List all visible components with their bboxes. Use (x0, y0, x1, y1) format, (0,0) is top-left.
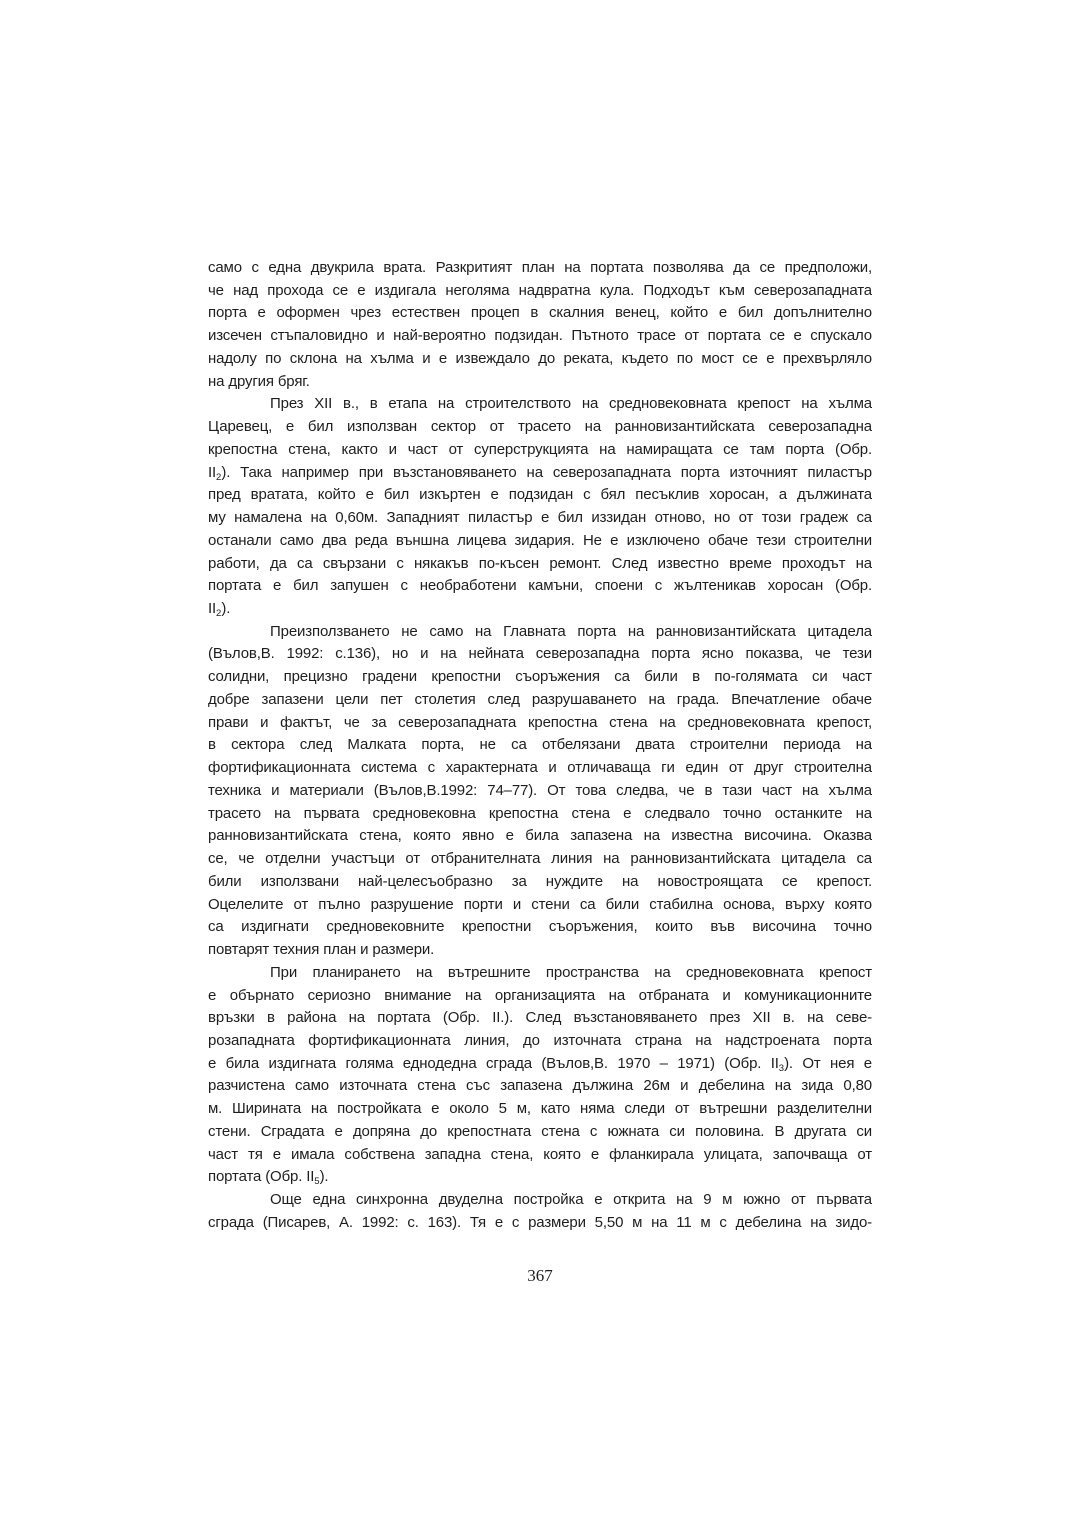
text-line: фортификационната система с характерната и отличаваща ги един от друг строителна (208, 759, 872, 777)
text-segment: II (208, 600, 217, 618)
text-line: изсечен стъпаловидно и най-вероятно подзидан. Пътното трасе от портата се е спускало (208, 327, 872, 345)
text-line: били използвани най-целесъобразно за нуждите на новостроящата се крепост. (208, 872, 872, 890)
body-text (208, 257, 872, 1235)
text-line: на другия бряг. (208, 372, 310, 390)
text-segment: ). Така например при възстановяването на северозападната порта източният пиластър (221, 463, 872, 481)
text-line: ранновизантийската стена, която явно е била запазена на известна височина. Оказва (208, 827, 872, 845)
paragraph (208, 1189, 872, 1234)
text-line: част тя е имала собствена западна стена, която е фланкирала улицата, започваща от (208, 1145, 872, 1163)
text-line: Оцелелите от пълно разрушение порти и стени са били стабилна основа, върху която (208, 895, 872, 913)
text-segment: ). (319, 1168, 329, 1186)
text-line: Преизползването не само на Главната порта на ранновизантийската цитадела (270, 622, 872, 640)
text-line: само с една двукрила врата. Разкритият план на портата позволява да се предположи, (208, 259, 872, 276)
text-line: се, че отделни участъци от отбранителната линия на ранновизантийската цитадела са (208, 850, 872, 868)
figure-subscript: 2 (216, 471, 222, 483)
text-line: надолу по склона на хълма и е извеждало до реката, където по мост се е прехвърляло (208, 349, 872, 367)
text-line: са издигнати средновековните крепостни съоръжения, които във височина точно (208, 918, 872, 936)
text-line (208, 1166, 872, 1189)
text-line: крепостна стена, както и част от суперструкцията на намиращата се там порта (Обр. (208, 440, 872, 458)
text-line: му намалена на 0,60м. Западният пиластър е бил иззидан отново, но от този градеж са (208, 509, 872, 527)
text-segment: е била издигната голяма еднодедна сграда (Вълов,В. 1970 – 1971) (Обр. II (208, 1054, 779, 1072)
figure-subscript: 3 (778, 1062, 785, 1074)
text-line: портата е бил запушен с необработени камъни, споени с жълтеникав хоросан (Обр. (208, 577, 872, 595)
paragraph (208, 257, 872, 393)
text-line: розападната фортификационната линия, до източната страна на надстроената порта (208, 1031, 872, 1049)
figure-subscript: 5 (314, 1176, 320, 1188)
text-segment: II (208, 463, 217, 481)
text-line: При планирането на вътрешните пространства на средновековната крепост (270, 963, 872, 981)
text-segment: ). От нея е (784, 1054, 872, 1072)
text-line: техника и материали (Вълов,В.1992: 74–77). От това следва, че в тази част на хълма (208, 781, 872, 799)
text-line: останали само два реда външна лицева зидария. Не е изключено обаче тези строителни (208, 531, 872, 549)
text-line: връзки в района на портата (Обр. II.). След възстановяването през XII в. на севе- (208, 1009, 872, 1027)
text-line: (Вълов,В. 1992: с.136), но и на нейната северозападна порта ясно показва, че тези (208, 645, 872, 663)
text-segment: ). (221, 600, 231, 618)
text-line (208, 1053, 872, 1076)
text-line: разчистена само източната стена със запазена дължина 26м и дебелина на зида 0,80 (208, 1077, 872, 1095)
text-line: пред вратата, който е бил изкъртен е подзидан с бял песъклив хоросан, а дължината (208, 486, 872, 504)
text-line: е обърнато сериозно внимание на организацията на отбраната и комуникационните (208, 986, 872, 1004)
text-line (208, 462, 872, 485)
paragraph (208, 393, 872, 620)
text-segment: портата (Обр. II (208, 1168, 315, 1186)
paragraph (208, 962, 872, 1189)
text-line: в сектора след Малката порта, не са отбелязани двата строителни периода на (208, 736, 872, 754)
text-line: трасето на първата средновековна крепостна стена е следвало точно останките на (208, 804, 872, 822)
text-line: Царевец, е бил използван сектор от трасето на ранновизантийската северозападна (208, 418, 872, 436)
text-line: Още една синхронна двуделна постройка е открита на 9 м южно от първата (270, 1191, 872, 1209)
figure-subscript: 2 (216, 608, 222, 620)
text-line: солидни, прецизно градени крепостни съоръжения са били в по-голямата си част (208, 668, 872, 686)
page-number: 367 (527, 1266, 553, 1285)
text-line: повтарят техния план и размери. (208, 941, 435, 959)
text-line: м. Ширината на постройката е около 5 м, като няма следи от вътрешни разделителни (208, 1100, 872, 1118)
text-line: сграда (Писарев, А. 1992: с. 163). Тя е с размери 5,50 м на 11 м с дебелина на зидо- (208, 1213, 872, 1231)
text-line: че над прохода се е издигала неголяма надвратна кула. Подходът към северозападната (208, 281, 872, 299)
text-line: добре запазени цели пет столетия след разрушаването на града. Впечатление обаче (208, 690, 872, 708)
text-line: порта е оформен чрез естествен процеп в скалния венец, който е бил допълнително (208, 304, 872, 322)
text-line: През XII в., в етапа на строителството на средновековната крепост на хълма (270, 395, 872, 413)
text-line: работи, да са свързани с някакъв по-късен ремонт. След известно време проходът на (208, 554, 872, 572)
text-line: прави и фактът, че за северозападната крепостна стена на средновековната крепост, (208, 713, 872, 731)
paragraph (208, 621, 872, 962)
text-line (208, 598, 872, 621)
text-line: стени. Сградата е допряна до крепостната стена с южната си половина. В другата си (208, 1122, 872, 1140)
